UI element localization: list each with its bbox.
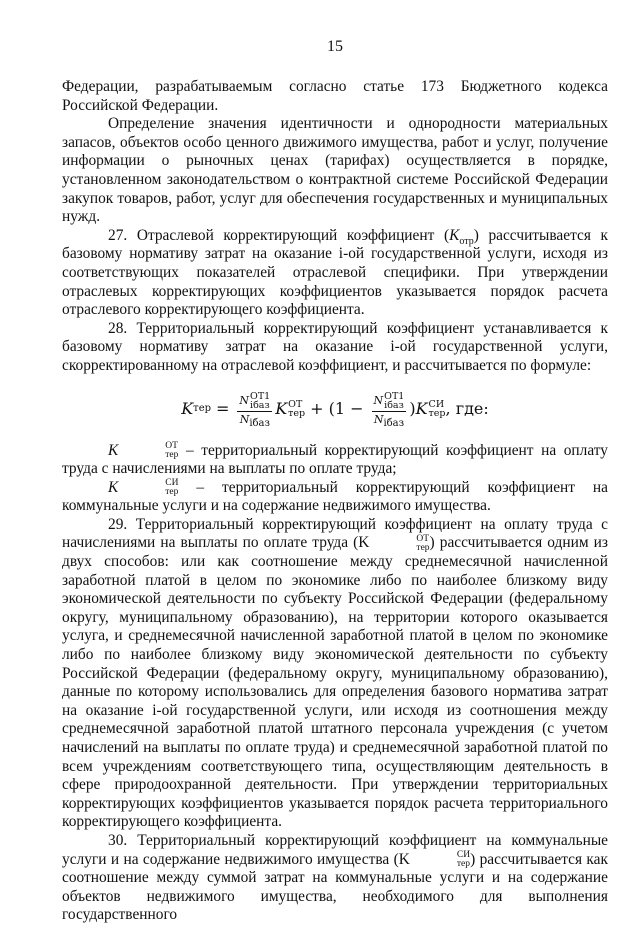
- numerator-symbol: N: [239, 393, 250, 407]
- formula-k-si-indices: [429, 400, 446, 418]
- numerator-2-sup: ОТ1: [384, 390, 405, 402]
- formula-plus-open: + (1 −: [310, 399, 364, 418]
- numerator-2-sub: iбаз: [384, 399, 404, 411]
- paragraph-27-text-a: 27. Отраслевой корректирующий коэффициент (: [108, 226, 450, 244]
- paragraph-29-text-b: ) рассчитывается одним из двух способов: или как соотношение между среднемесячной начисленной заработной платой в целом по экономике либо по наиболее близкому виду экономической деятельности по субъекту Российской Федерации (федеральному округу, муниципальному образованию), на территории которого оказывается услуга, и среднемесячной начисленной заработной платой в целом по экономике либо по наиболее близкому виду экономической деятельности по субъекту Российской Федерации (федеральному округу, муниципальному образованию), данные по которому использовались для определения базового норматива затрат на оказание i-ой государственной услуги, или исходя из соотношения между среднемесячной заработной платой штатного персонала учреждения (с учетом начислений на выплаты по оплате труда) и среднемесячной заработной платой по всем учреждениям соответствующего типа, осуществляющим деятельность в сфере природоохранной деятельности. При утверждении территориальных корректирующих коэффициентов указывается порядок расчета территориального корректирующего коэффициента.: [62, 534, 608, 831]
- def1-text: – территориальный корректирующий коэффициент на оплату труда с начислениями на выплаты по оплате труда;: [62, 441, 608, 478]
- p29-k-symbol: K: [358, 534, 370, 552]
- def2-text: – территориальный корректирующий коэффициент на коммунальные услуги и на содержание недвижимого имущества.: [62, 478, 608, 515]
- formula-fraction-2: [372, 390, 407, 429]
- definition-k-si: [62, 479, 608, 516]
- paragraph-27: [62, 227, 608, 320]
- fraction-2-denominator: [372, 412, 406, 429]
- formula-fraction-1: [237, 390, 272, 429]
- k-si-sup: СИ: [428, 398, 445, 410]
- paragraph-30-text-a: 30. Территориальный корректирующий коэффициент на коммунальные услуги и на содержание недвижимого имущества (: [62, 831, 608, 868]
- paragraph-30: [62, 832, 608, 925]
- paragraph-28: 28. Территориальный корректирующий коэффициент устанавливается к базовому нормативу затрат на оказание i-ой государственной услуги, скорректированному на отраслевой коэффициент, и рассчитывается по формуле:: [62, 319, 608, 374]
- paragraph-29: [62, 516, 608, 832]
- def2-indices: [119, 479, 178, 497]
- p29-k-indices: [370, 535, 429, 553]
- paragraph-30-text-b: ) рассчитывается как соотношение между суммой затрат на коммунальные услуги и на содержание объектов недвижимого имущества, необходимого для выполнения государственного: [62, 850, 608, 924]
- numerator-2-indices: [384, 392, 404, 410]
- p30-k-sub: тер: [456, 859, 470, 870]
- def1-symbol: K: [108, 441, 119, 459]
- numerator-2-symbol: N: [373, 393, 384, 407]
- formula-k-ot-symbol: K: [275, 399, 288, 418]
- def1-indices: [119, 442, 178, 460]
- fraction-1-denominator: [238, 412, 272, 429]
- formula-definitions: [62, 442, 608, 516]
- def1-sup: ОТ: [165, 440, 178, 451]
- k-otr-subscript: отр: [459, 235, 474, 247]
- denominator-2-sub: iбаз: [383, 417, 405, 429]
- formula-k-si-symbol: K: [415, 399, 428, 418]
- definition-k-ot: [62, 442, 608, 479]
- p30-k-symbol: K: [398, 850, 410, 868]
- denominator-sub: iбаз: [249, 417, 270, 429]
- formula-tail: , где:: [445, 399, 489, 418]
- paragraph-29-text-a: 29. Территориальный корректирующий коэффициент на оплату труда с начислениями на выплаты по оплате труда (: [62, 515, 608, 552]
- k-ot-sub: тер: [288, 407, 306, 419]
- denominator-symbol: N: [239, 412, 250, 426]
- p29-k-sub: тер: [416, 542, 430, 553]
- p30-k-sup: СИ: [456, 850, 471, 861]
- paragraph-continuation: Федерации, разрабатываемым согласно статье 173 Бюджетного кодекса Российской Федерации.: [62, 78, 608, 114]
- numerator-sup: ОТ1: [250, 390, 271, 402]
- p29-k-sup: ОТ: [416, 533, 430, 544]
- denominator-2-symbol: N: [373, 412, 384, 426]
- formula-lhs-symbol: K: [181, 399, 194, 418]
- def1-sub: тер: [165, 449, 179, 460]
- formula-close-paren: ): [409, 399, 416, 418]
- fraction-2-numerator: [372, 392, 407, 412]
- def2-sub: тер: [165, 487, 179, 498]
- numerator-indices: [250, 392, 270, 410]
- p30-k-indices: [411, 851, 470, 869]
- formula-k-ot-indices: [288, 400, 305, 418]
- k-si-sub: тер: [428, 407, 446, 419]
- def2-sup: СИ: [165, 478, 179, 489]
- paragraph-27-text-b: ) рассчитывается к базовому нормативу затрат на оказание i-ой государственной услуги, исходя из соответствующих показателей отраслевой специфики. При утверждении отраслевых корректирующих коэффициентов указывается порядок расчета отраслевого корректирующего коэффициента.: [62, 226, 608, 319]
- formula-equals: =: [216, 399, 230, 418]
- page-number: 15: [327, 38, 343, 55]
- k-otr-symbol: K: [449, 226, 460, 244]
- formula-k-ter: K тер = N ОТ1 iбаз $N_{iбаз}$ K ОТ тер + (1 − N ОТ1 iбаз $N_{iбаз}$ ) K СИ тер , где:: [181, 390, 489, 429]
- numerator-sub: iбаз: [250, 399, 270, 411]
- paragraph-identity: Определение значения идентичности и однородности материальных запасов, объектов особо ценного движимого имущества, работ и услуг, получение информации о рыночных ценах (тарифах) осуществляется в порядке, установленном законодательством о контрактной системе Российской Федерации закупок товаров, работ, услуг для обеспечения государственных и муниципальных нужд.: [62, 115, 608, 226]
- k-ot-sup: ОТ: [288, 398, 303, 410]
- def2-symbol: K: [108, 478, 119, 496]
- fraction-1-numerator: [237, 392, 272, 412]
